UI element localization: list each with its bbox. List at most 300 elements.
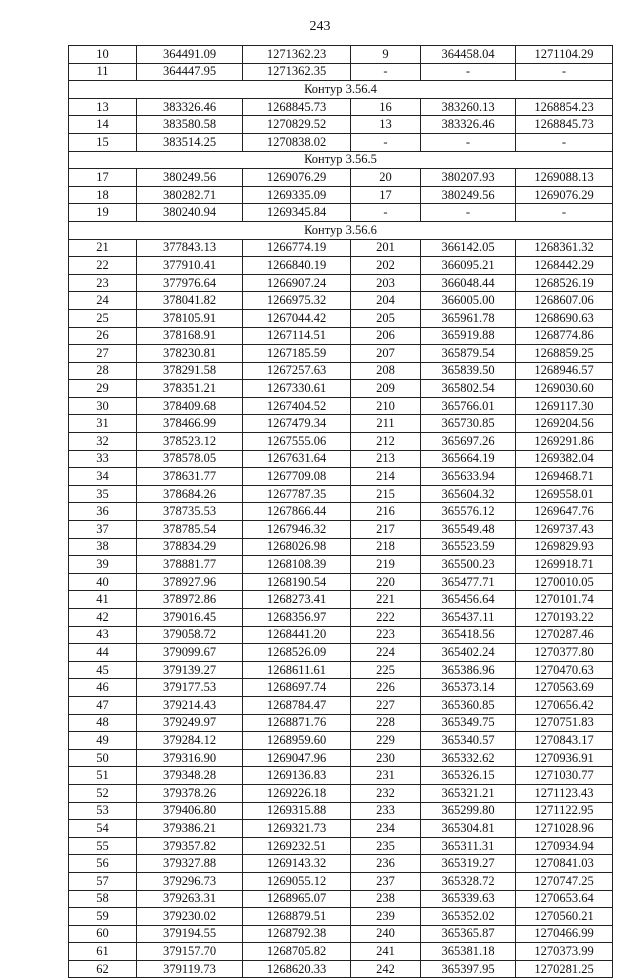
- table-row: [69, 696, 613, 714]
- table-row: [69, 169, 613, 187]
- table-cell: 1270466.99: [516, 925, 613, 943]
- table-cell: 32: [69, 433, 137, 451]
- table-cell: 365879.54: [421, 345, 516, 363]
- table-cell: 229: [351, 732, 421, 750]
- table-cell: 17: [351, 186, 421, 204]
- table-cell: 1269345.84: [243, 204, 351, 222]
- table-cell: 365437.11: [421, 609, 516, 627]
- table-cell: 379016.45: [137, 609, 243, 627]
- table-cell: 365326.15: [421, 767, 516, 785]
- table-cell: 43: [69, 626, 137, 644]
- section-title: Контур 3.56.4: [69, 81, 613, 99]
- table-cell: 365418.56: [421, 626, 516, 644]
- table-cell: 1269204.56: [516, 415, 613, 433]
- table-cell: 365319.27: [421, 855, 516, 873]
- table-cell: 210: [351, 397, 421, 415]
- table-cell: 364491.09: [137, 46, 243, 64]
- table-row: [69, 327, 613, 345]
- section-title: Контур 3.56.5: [69, 151, 613, 169]
- table-cell: 379284.12: [137, 732, 243, 750]
- table-cell: -: [421, 133, 516, 151]
- table-cell: 1270101.74: [516, 591, 613, 609]
- table-cell: 1268361.32: [516, 239, 613, 257]
- section-title: Контур 3.56.6: [69, 221, 613, 239]
- table-cell: 378927.96: [137, 573, 243, 591]
- table-cell: 379348.28: [137, 767, 243, 785]
- table-cell: 11: [69, 63, 137, 81]
- table-cell: 41: [69, 591, 137, 609]
- table-cell: 365604.32: [421, 485, 516, 503]
- table-cell: 365919.88: [421, 327, 516, 345]
- table-cell: 38: [69, 538, 137, 556]
- table-cell: 383260.13: [421, 98, 516, 116]
- table-cell: 1267555.06: [243, 433, 351, 451]
- table-cell: 47: [69, 696, 137, 714]
- table-cell: 1269232.51: [243, 837, 351, 855]
- table-row: [69, 872, 613, 890]
- table-cell: 1268442.29: [516, 257, 613, 275]
- table-cell: 13: [69, 98, 137, 116]
- table-cell: 205: [351, 309, 421, 327]
- table-row: [69, 573, 613, 591]
- table-cell: 1268705.82: [243, 943, 351, 961]
- table-cell: 48: [69, 714, 137, 732]
- table-cell: 379406.80: [137, 802, 243, 820]
- table-cell: 1269737.43: [516, 521, 613, 539]
- table-row: [69, 239, 613, 257]
- table-cell: 1268526.09: [243, 644, 351, 662]
- table-cell: 1268108.39: [243, 556, 351, 574]
- table-cell: 378785.54: [137, 521, 243, 539]
- table-cell: 365352.02: [421, 908, 516, 926]
- section-header-row: [69, 81, 613, 99]
- table-cell: 378735.53: [137, 503, 243, 521]
- table-cell: 1270841.03: [516, 855, 613, 873]
- table-cell: 21: [69, 239, 137, 257]
- table-cell: 23: [69, 274, 137, 292]
- table-cell: 232: [351, 784, 421, 802]
- table-cell: 365397.95: [421, 960, 516, 978]
- table-cell: 50: [69, 749, 137, 767]
- table-cell: 1270653.64: [516, 890, 613, 908]
- table-cell: 213: [351, 450, 421, 468]
- table-cell: 378578.05: [137, 450, 243, 468]
- table-row: [69, 925, 613, 943]
- table-cell: 379194.55: [137, 925, 243, 943]
- table-cell: 1267404.52: [243, 397, 351, 415]
- table-cell: 377910.41: [137, 257, 243, 275]
- table-row: [69, 732, 613, 750]
- table-cell: 1271123.43: [516, 784, 613, 802]
- table-cell: 1268697.74: [243, 679, 351, 697]
- table-row: [69, 837, 613, 855]
- table-row: [69, 679, 613, 697]
- table-cell: 241: [351, 943, 421, 961]
- table-cell: 378834.29: [137, 538, 243, 556]
- table-cell: 17: [69, 169, 137, 187]
- table-row: [69, 468, 613, 486]
- table-cell: 1267946.32: [243, 521, 351, 539]
- table-cell: 228: [351, 714, 421, 732]
- table-row: [69, 433, 613, 451]
- table-row: [69, 345, 613, 363]
- table-cell: 1267330.61: [243, 380, 351, 398]
- table-cell: 379230.02: [137, 908, 243, 926]
- table-cell: 378230.81: [137, 345, 243, 363]
- table-cell: 1269076.29: [516, 186, 613, 204]
- table-cell: 1270656.42: [516, 696, 613, 714]
- table-cell: 1269030.60: [516, 380, 613, 398]
- table-cell: 55: [69, 837, 137, 855]
- table-cell: -: [516, 133, 613, 151]
- table-cell: 1269047.96: [243, 749, 351, 767]
- table-cell: 35: [69, 485, 137, 503]
- table-cell: 365477.71: [421, 573, 516, 591]
- table-cell: 242: [351, 960, 421, 978]
- table-cell: 1268190.54: [243, 573, 351, 591]
- table-cell: 1270751.83: [516, 714, 613, 732]
- table-cell: 20: [351, 169, 421, 187]
- table-cell: 366048.44: [421, 274, 516, 292]
- table-cell: 1270010.05: [516, 573, 613, 591]
- table-cell: 227: [351, 696, 421, 714]
- table-row: [69, 644, 613, 662]
- table-cell: 1270281.25: [516, 960, 613, 978]
- table-cell: 234: [351, 820, 421, 838]
- table-cell: 37: [69, 521, 137, 539]
- table-cell: 219: [351, 556, 421, 574]
- table-cell: 365332.62: [421, 749, 516, 767]
- table-cell: 237: [351, 872, 421, 890]
- table-row: [69, 274, 613, 292]
- table-cell: 378881.77: [137, 556, 243, 574]
- table-cell: 1271028.96: [516, 820, 613, 838]
- table-row: [69, 380, 613, 398]
- table-cell: 365349.75: [421, 714, 516, 732]
- table-cell: 1269291.86: [516, 433, 613, 451]
- table-cell: 1271030.77: [516, 767, 613, 785]
- table-cell: 365523.59: [421, 538, 516, 556]
- table-cell: 44: [69, 644, 137, 662]
- table-cell: 1268607.06: [516, 292, 613, 310]
- table-cell: 1268879.51: [243, 908, 351, 926]
- table-cell: 223: [351, 626, 421, 644]
- page-number: 243: [309, 19, 331, 34]
- table-cell: 1267257.63: [243, 362, 351, 380]
- table-cell: 218: [351, 538, 421, 556]
- table-cell: 378105.91: [137, 309, 243, 327]
- table-cell: 365381.18: [421, 943, 516, 961]
- table-cell: 377976.64: [137, 274, 243, 292]
- table-cell: 383326.46: [137, 98, 243, 116]
- table-cell: 1271362.23: [243, 46, 351, 64]
- table-cell: 31: [69, 415, 137, 433]
- table-cell: 365456.64: [421, 591, 516, 609]
- table-row: [69, 749, 613, 767]
- table-row: [69, 960, 613, 978]
- table-cell: 379327.88: [137, 855, 243, 873]
- table-cell: 365549.48: [421, 521, 516, 539]
- table-row: [69, 503, 613, 521]
- table-cell: 365576.12: [421, 503, 516, 521]
- table-cell: 380282.71: [137, 186, 243, 204]
- table-cell: 1268526.19: [516, 274, 613, 292]
- table-cell: 366142.05: [421, 239, 516, 257]
- table-cell: 221: [351, 591, 421, 609]
- table-cell: 1269055.12: [243, 872, 351, 890]
- table-row: [69, 415, 613, 433]
- table-cell: 1268690.63: [516, 309, 613, 327]
- table-row: [69, 802, 613, 820]
- table-row: [69, 116, 613, 134]
- table-row: [69, 309, 613, 327]
- table-cell: 220: [351, 573, 421, 591]
- table-cell: 54: [69, 820, 137, 838]
- table-row: [69, 784, 613, 802]
- table-cell: 379316.90: [137, 749, 243, 767]
- table-cell: 45: [69, 661, 137, 679]
- table-cell: 1269918.71: [516, 556, 613, 574]
- table-row: [69, 204, 613, 222]
- table-cell: 24: [69, 292, 137, 310]
- table-cell: 203: [351, 274, 421, 292]
- table-cell: -: [421, 63, 516, 81]
- table-cell: 1268774.86: [516, 327, 613, 345]
- table-cell: 1270934.94: [516, 837, 613, 855]
- table-cell: 378291.58: [137, 362, 243, 380]
- table-cell: 1267787.35: [243, 485, 351, 503]
- table-cell: 1270287.46: [516, 626, 613, 644]
- section-header-row: [69, 151, 613, 169]
- table-cell: 202: [351, 257, 421, 275]
- table-cell: 1271122.95: [516, 802, 613, 820]
- table-cell: 365340.57: [421, 732, 516, 750]
- table-cell: 379296.73: [137, 872, 243, 890]
- table-cell: 365386.96: [421, 661, 516, 679]
- table-cell: 25: [69, 309, 137, 327]
- table-cell: 9: [351, 46, 421, 64]
- table-cell: 1269088.13: [516, 169, 613, 187]
- table-cell: 365299.80: [421, 802, 516, 820]
- table-cell: 1267631.64: [243, 450, 351, 468]
- table-cell: 225: [351, 661, 421, 679]
- table-cell: 1269076.29: [243, 169, 351, 187]
- table-cell: 27: [69, 345, 137, 363]
- table-cell: 365365.87: [421, 925, 516, 943]
- table-row: [69, 538, 613, 556]
- table-row: [69, 591, 613, 609]
- table-cell: 1268854.23: [516, 98, 613, 116]
- table-cell: 215: [351, 485, 421, 503]
- table-cell: 1268611.61: [243, 661, 351, 679]
- table-cell: 224: [351, 644, 421, 662]
- table-cell: 365321.21: [421, 784, 516, 802]
- table-cell: 365802.54: [421, 380, 516, 398]
- table-cell: 1266840.19: [243, 257, 351, 275]
- table-cell: 39: [69, 556, 137, 574]
- table-cell: 16: [351, 98, 421, 116]
- table-cell: 30: [69, 397, 137, 415]
- table-cell: 1269117.30: [516, 397, 613, 415]
- table-row: [69, 46, 613, 64]
- table-cell: 1269136.83: [243, 767, 351, 785]
- coordinates-table-body: [69, 46, 613, 978]
- table-cell: 239: [351, 908, 421, 926]
- table-cell: 379378.26: [137, 784, 243, 802]
- table-row: [69, 450, 613, 468]
- table-cell: 379386.21: [137, 820, 243, 838]
- table-cell: 364458.04: [421, 46, 516, 64]
- table-cell: 216: [351, 503, 421, 521]
- table-cell: 1268441.20: [243, 626, 351, 644]
- table-cell: 207: [351, 345, 421, 363]
- table-cell: 1269382.04: [516, 450, 613, 468]
- coordinates-table: [68, 45, 613, 978]
- table-cell: 1268965.07: [243, 890, 351, 908]
- table-cell: 378041.82: [137, 292, 243, 310]
- table-cell: 379058.72: [137, 626, 243, 644]
- table-cell: 380249.56: [421, 186, 516, 204]
- table-row: [69, 292, 613, 310]
- table-row: [69, 485, 613, 503]
- table-cell: 1269321.73: [243, 820, 351, 838]
- table-cell: 365373.14: [421, 679, 516, 697]
- table-cell: 61: [69, 943, 137, 961]
- table-cell: 36: [69, 503, 137, 521]
- table-cell: 1270193.22: [516, 609, 613, 627]
- table-cell: 379157.70: [137, 943, 243, 961]
- table-cell: 226: [351, 679, 421, 697]
- table-cell: 1268845.73: [243, 98, 351, 116]
- table-cell: 1266975.32: [243, 292, 351, 310]
- table-row: [69, 855, 613, 873]
- table-cell: -: [351, 63, 421, 81]
- section-header-row: [69, 221, 613, 239]
- table-cell: 59: [69, 908, 137, 926]
- table-cell: 201: [351, 239, 421, 257]
- table-cell: 1270377.80: [516, 644, 613, 662]
- table-cell: 379119.73: [137, 960, 243, 978]
- table-row: [69, 63, 613, 81]
- table-cell: 366005.00: [421, 292, 516, 310]
- table-cell: 56: [69, 855, 137, 873]
- table-cell: 365766.01: [421, 397, 516, 415]
- table-cell: -: [351, 204, 421, 222]
- table-cell: 365730.85: [421, 415, 516, 433]
- table-row: [69, 397, 613, 415]
- table-cell: 379263.31: [137, 890, 243, 908]
- table-row: [69, 943, 613, 961]
- table-cell: 53: [69, 802, 137, 820]
- table-cell: 58: [69, 890, 137, 908]
- table-cell: 233: [351, 802, 421, 820]
- table-cell: 60: [69, 925, 137, 943]
- table-cell: 1269143.32: [243, 855, 351, 873]
- table-cell: 365360.85: [421, 696, 516, 714]
- table-cell: 1268620.33: [243, 960, 351, 978]
- table-cell: 214: [351, 468, 421, 486]
- table-cell: 365633.94: [421, 468, 516, 486]
- table-cell: -: [516, 204, 613, 222]
- table-cell: 1270563.69: [516, 679, 613, 697]
- table-cell: 378409.68: [137, 397, 243, 415]
- table-cell: 22: [69, 257, 137, 275]
- table-row: [69, 186, 613, 204]
- table-cell: 230: [351, 749, 421, 767]
- table-cell: 378168.91: [137, 327, 243, 345]
- table-cell: 365328.72: [421, 872, 516, 890]
- table-cell: 1270470.63: [516, 661, 613, 679]
- table-cell: 1267866.44: [243, 503, 351, 521]
- table-cell: 1267044.42: [243, 309, 351, 327]
- table-cell: 209: [351, 380, 421, 398]
- table-cell: 379249.97: [137, 714, 243, 732]
- table-cell: 1268273.41: [243, 591, 351, 609]
- table-cell: -: [421, 204, 516, 222]
- table-cell: 378351.21: [137, 380, 243, 398]
- table-cell: 19: [69, 204, 137, 222]
- table-cell: 1267479.34: [243, 415, 351, 433]
- table-cell: 46: [69, 679, 137, 697]
- table-cell: 235: [351, 837, 421, 855]
- table-row: [69, 714, 613, 732]
- table-cell: 365961.78: [421, 309, 516, 327]
- table-cell: 365664.19: [421, 450, 516, 468]
- table-row: [69, 908, 613, 926]
- table-cell: 1268784.47: [243, 696, 351, 714]
- table-cell: 1270829.52: [243, 116, 351, 134]
- table-cell: 57: [69, 872, 137, 890]
- table-cell: 40: [69, 573, 137, 591]
- table-cell: 33: [69, 450, 137, 468]
- table-cell: 1267114.51: [243, 327, 351, 345]
- table-cell: 365402.24: [421, 644, 516, 662]
- table-cell: 365304.81: [421, 820, 516, 838]
- table-cell: 52: [69, 784, 137, 802]
- table-cell: 364447.95: [137, 63, 243, 81]
- table-cell: 378523.12: [137, 433, 243, 451]
- table-cell: 14: [69, 116, 137, 134]
- table-cell: 236: [351, 855, 421, 873]
- table-cell: 1268845.73: [516, 116, 613, 134]
- table-cell: 379177.53: [137, 679, 243, 697]
- table-row: [69, 767, 613, 785]
- table-cell: 1267185.59: [243, 345, 351, 363]
- table-cell: 1270936.91: [516, 749, 613, 767]
- table-cell: 1268959.60: [243, 732, 351, 750]
- table-cell: 1269558.01: [516, 485, 613, 503]
- table-cell: 211: [351, 415, 421, 433]
- table-row: [69, 521, 613, 539]
- table-cell: 28: [69, 362, 137, 380]
- table-cell: 1269829.93: [516, 538, 613, 556]
- table-cell: 1271104.29: [516, 46, 613, 64]
- table-row: [69, 609, 613, 627]
- table-cell: 1266774.19: [243, 239, 351, 257]
- table-cell: 1268356.97: [243, 609, 351, 627]
- table-row: [69, 98, 613, 116]
- table-cell: 240: [351, 925, 421, 943]
- table-cell: 217: [351, 521, 421, 539]
- table-cell: 1269468.71: [516, 468, 613, 486]
- table-cell: -: [516, 63, 613, 81]
- table-cell: 383326.46: [421, 116, 516, 134]
- table-cell: 10: [69, 46, 137, 64]
- table-cell: 378972.86: [137, 591, 243, 609]
- table-cell: 379214.43: [137, 696, 243, 714]
- table-row: [69, 661, 613, 679]
- table-cell: 29: [69, 380, 137, 398]
